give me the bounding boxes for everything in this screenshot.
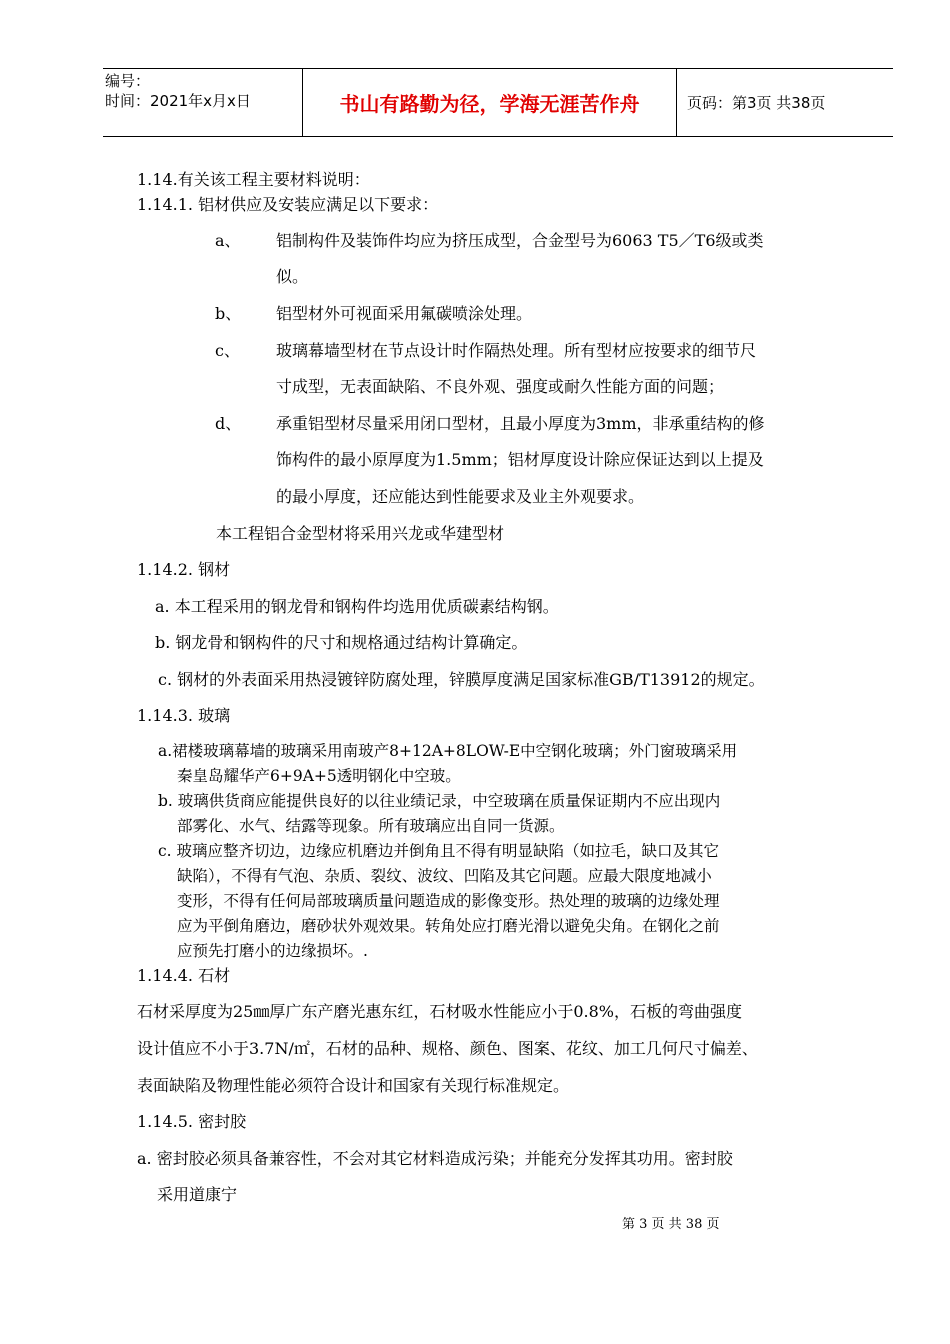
paragraph-line: 缺陷），不得有气泡、杂质、裂纹、波纹、凹陷及其它问题。应最大限度地减小 [177,867,712,885]
list-marker: d、 [215,414,242,433]
page-header [103,68,893,137]
list-marker: b、 [215,304,242,323]
paragraph-line: a. 密封胶必须具备兼容性，不会对其它材料造成污染；并能充分发挥其功用。密封胶 [137,1149,733,1168]
paragraph-line: 似。 [276,267,309,286]
list-marker: c、 [215,341,240,360]
list-marker: a、 [215,231,241,250]
paragraph-line: 设计值应不小于3.7N/㎡，石材的品种、规格、颜色、图案、花纹、加工几何尺寸偏差、 [137,1039,758,1058]
header-page-label: 页码：第3页 共38页 [687,94,826,112]
paragraph-line: b. 玻璃供货商应能提供良好的以往业绩记录，中空玻璃在质量保证期内不应出现内 [158,792,721,810]
paragraph-line: 饰构件的最小原厚度为1.5mm；铝材厚度设计除应保证达到以上提及 [276,450,764,469]
number-label: 编号： [105,72,151,90]
date-label: 时间：2021年x月x日 [105,92,251,110]
paragraph-line: 部雾化、水气、结露等现象。所有玻璃应出自同一货源。 [177,817,565,835]
paragraph-line: 采用道康宁 [157,1185,238,1204]
section-heading: 1.14.有关该工程主要材料说明： [137,170,370,189]
paragraph-line: 秦皇岛耀华产6+9A+5透明钢化中空玻。 [177,767,461,785]
section-heading: 1.14.1. 铝材供应及安装应满足以下要求： [137,195,439,214]
header-motto: 书山有路勤为径，学海无涯苦作舟 [303,69,677,136]
paragraph-line: 本工程铝合金型材将采用兴龙或华建型材 [216,524,505,543]
paragraph-line: a.裙楼玻璃幕墙的玻璃采用南玻产8+12A+8LOW-E中空钢化玻璃；外门窗玻璃采用 [158,742,738,760]
paragraph-line: 应预先打磨小的边缘损坏。. [177,942,368,960]
paragraph-line: 表面缺陷及物理性能必须符合设计和国家有关现行标准规定。 [137,1076,570,1095]
section-heading: 1.14.4. 石材 [137,966,231,985]
paragraph-line: 的最小厚度，还应能达到性能要求及业主外观要求。 [276,487,645,506]
paragraph-line: 寸成型，无表面缺陷、不良外观、强度或耐久性能方面的问题； [276,377,725,396]
paragraph-line: c. 钢材的外表面采用热浸镀锌防腐处理，锌膜厚度满足国家标准GB/T13912的规定。 [158,670,765,689]
paragraph-line: c. 玻璃应整齐切边，边缘应机磨边并倒角且不得有明显缺陷（如拉毛，缺口及其它 [158,842,720,860]
page-footer: 第 3 页 共 38 页 [622,1217,720,1232]
paragraph-line: 铝制构件及装饰件均应为挤压成型，合金型号为6063 T5／T6级或类 [276,231,764,250]
section-heading: 1.14.2. 钢材 [137,560,231,579]
paragraph-line: 铝型材外可视面采用氟碳喷涂处理。 [276,304,533,323]
paragraph-line: 玻璃幕墙型材在节点设计时作隔热处理。所有型材应按要求的细节尺 [276,341,757,360]
header-meta [103,69,303,136]
paragraph-line: 变形，不得有任何局部玻璃质量问题造成的影像变形。热处理的玻璃的边缘处理 [177,892,720,910]
paragraph-line: 应为平倒角磨边，磨砂状外观效果。转角处应打磨光滑以避免尖角。在钢化之前 [177,917,720,935]
section-heading: 1.14.3. 玻璃 [137,706,231,725]
paragraph-line: 石材采厚度为25㎜厚广东产磨光惠东红，石材吸水性能应小于0.8%，石板的弯曲强度 [137,1002,743,1021]
paragraph-line: b. 钢龙骨和钢构件的尺寸和规格通过结构计算确定。 [155,633,528,652]
section-heading: 1.14.5. 密封胶 [137,1112,247,1131]
paragraph-line: a. 本工程采用的钢龙骨和钢构件均选用优质碳素结构钢。 [155,597,559,616]
paragraph-line: 承重铝型材尽量采用闭口型材，且最小厚度为3mm，非承重结构的修 [276,414,765,433]
